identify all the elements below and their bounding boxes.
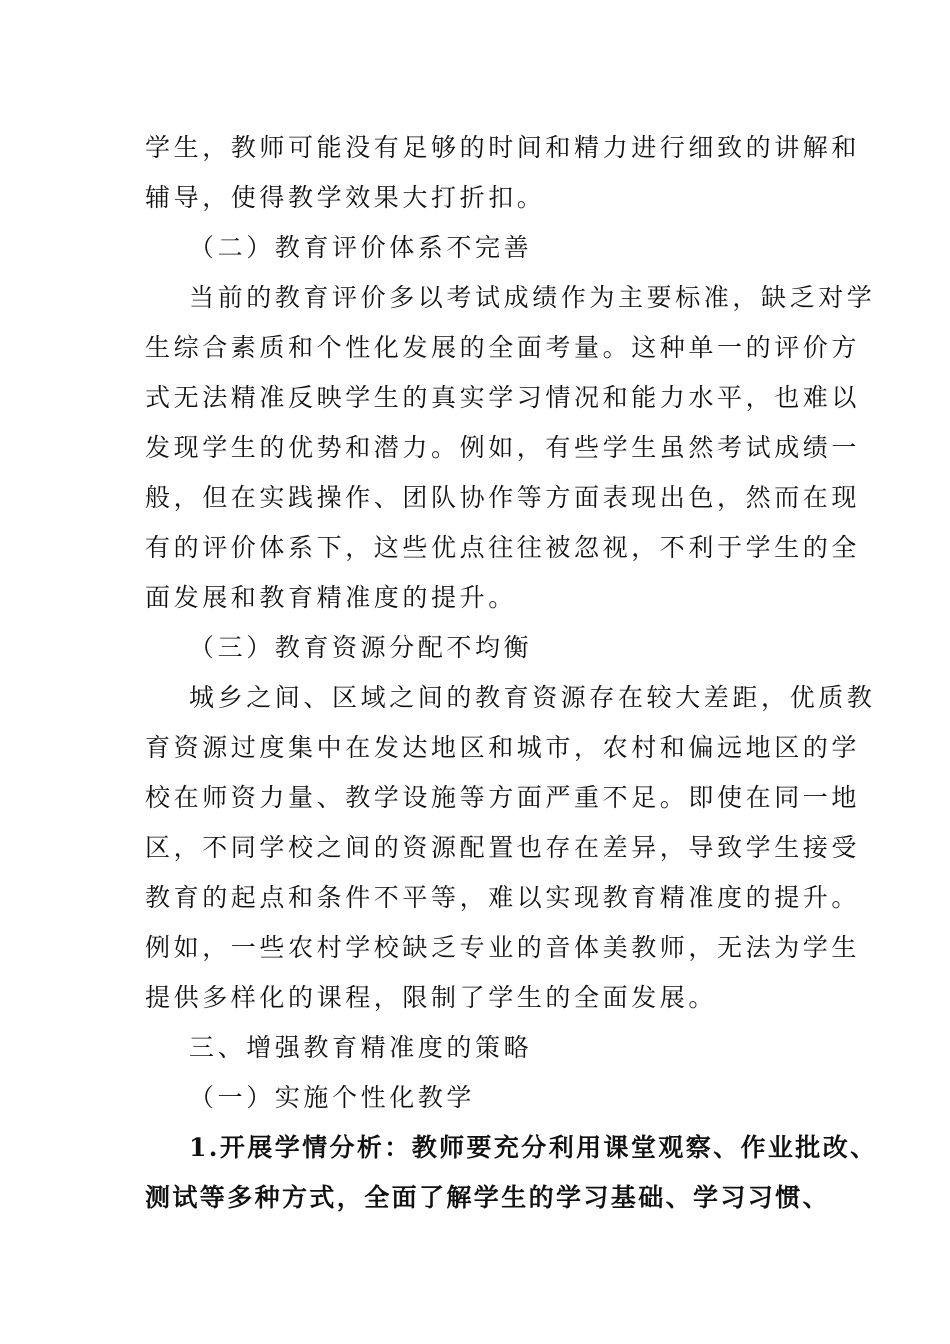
paragraph-line: 生综合素质和个性化发展的全面考量。这种单一的评价方 (145, 333, 861, 362)
paragraph-line: 校在师资力量、教学设施等方面严重不足。即使在同一地 (145, 783, 861, 812)
paragraph-line: 学生，教师可能没有足够的时间和精力进行细致的讲解和 (145, 133, 861, 162)
paragraph-line: 提供多样化的课程，限制了学生的全面发展。 (145, 983, 718, 1012)
paragraph-line: 有的评价体系下，这些优点往往被忽视，不利于学生的全 (145, 533, 861, 562)
paragraph-line: 面发展和教育精准度的提升。 (145, 583, 517, 612)
paragraph-line: 般，但在实践操作、团队协作等方面表现出色，然而在现 (145, 483, 861, 512)
paragraph-line: 当前的教育评价多以考试成绩作为主要标准，缺乏对学 (189, 283, 876, 312)
bold-point-line: 测试等多种方式，全面了解学生的学习基础、学习习惯、 (145, 1183, 831, 1212)
section-heading-2: （二）教育评价体系不完善 (189, 233, 533, 262)
paragraph-line: 城乡之间、区域之间的教育资源存在较大差距，优质教 (189, 683, 876, 712)
paragraph-line: 育资源过度集中在发达地区和城市，农村和偏远地区的学 (145, 733, 861, 762)
paragraph-line: 辅导，使得教学效果大打折扣。 (145, 183, 546, 212)
paragraph-line: 区，不同学校之间的资源配置也存在差异，导致学生接受 (145, 833, 861, 862)
paragraph-line: 教育的起点和条件不平等，难以实现教育精准度的提升。 (145, 883, 861, 912)
bold-point-line: 1.开展学情分析：教师要充分利用课堂观察、作业批改、 (189, 1133, 878, 1162)
section-heading-1: （一）实施个性化教学 (189, 1083, 476, 1112)
paragraph-line: 例如，一些农村学校缺乏专业的音体美教师，无法为学生 (145, 933, 861, 962)
section-heading-3: （三）教育资源分配不均衡 (189, 633, 533, 662)
chapter-heading: 三、增强教育精准度的策略 (189, 1033, 533, 1062)
paragraph-line: 式无法精准反映学生的真实学习情况和能力水平，也难以 (145, 383, 861, 412)
paragraph-line: 发现学生的优势和潜力。例如，有些学生虽然考试成绩一 (145, 433, 861, 462)
